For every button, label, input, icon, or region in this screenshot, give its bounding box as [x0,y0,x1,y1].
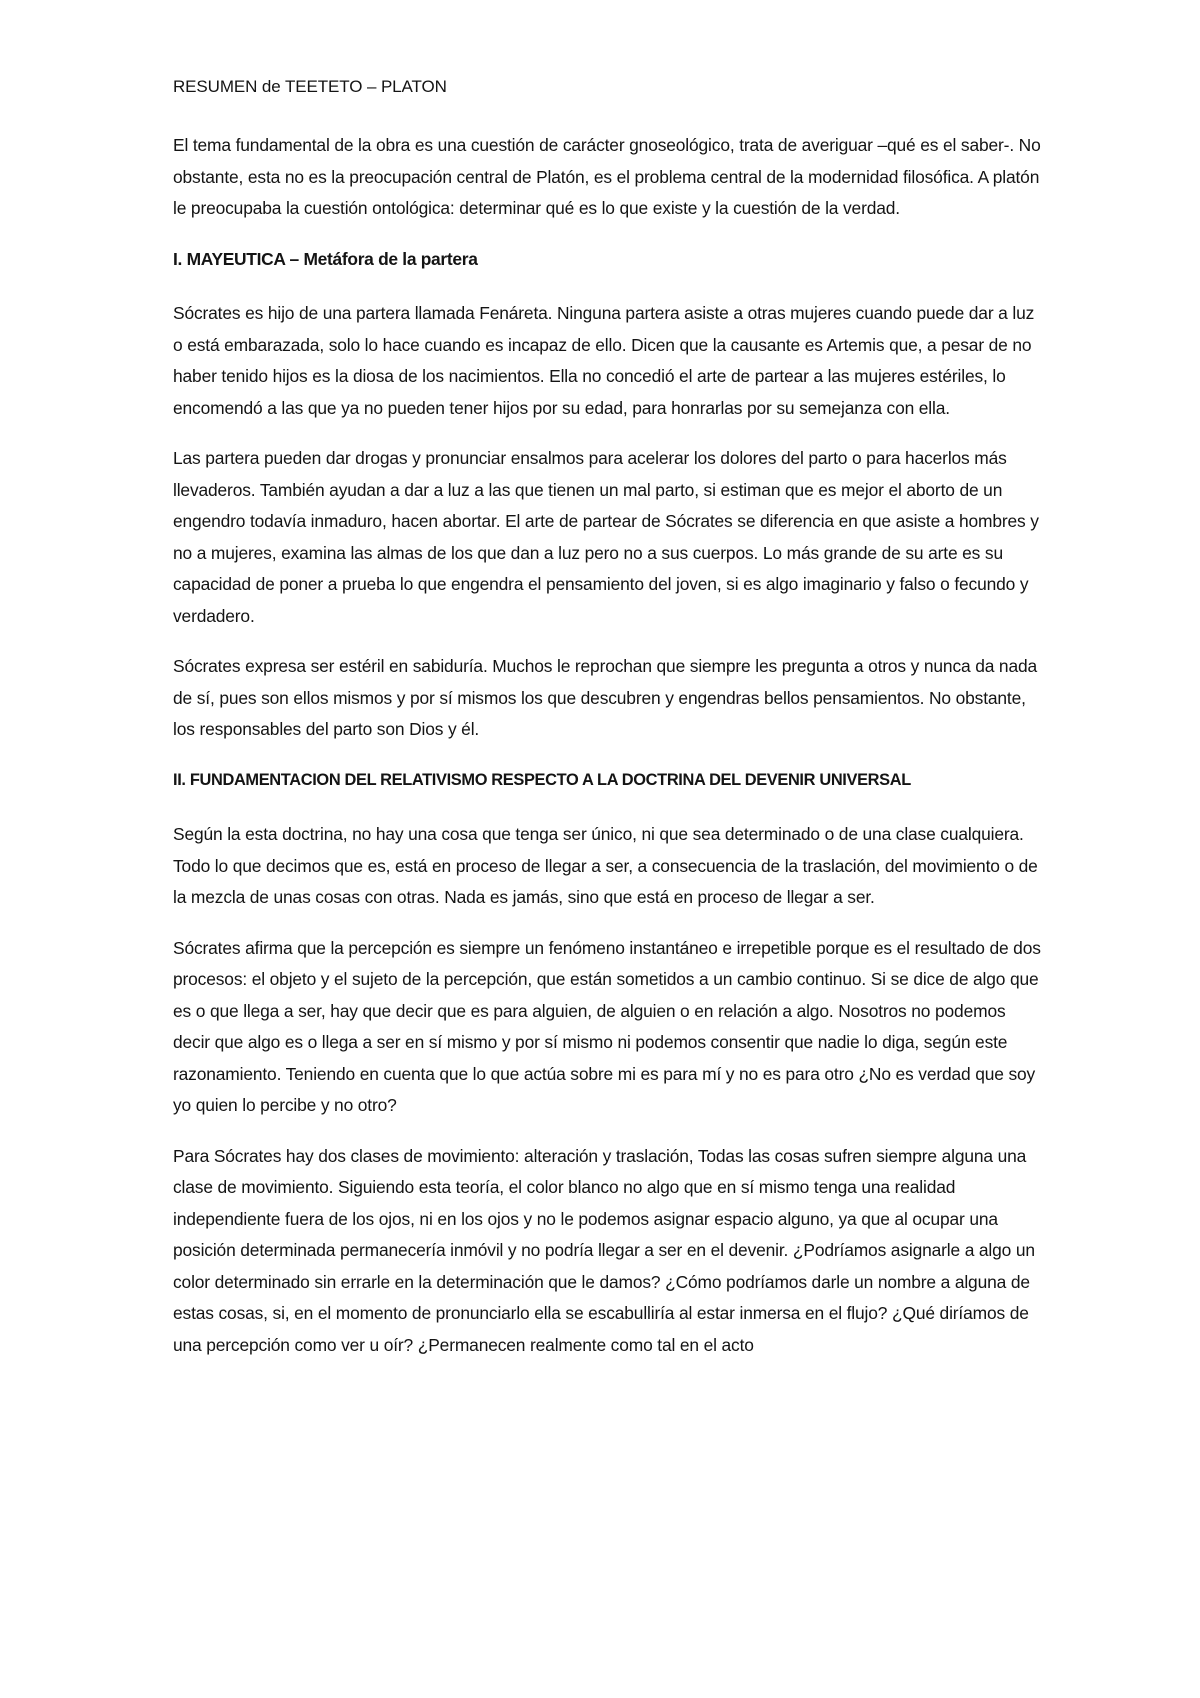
paragraph: Las partera pueden dar drogas y pronunciar ensalmos para acelerar los dolores del parto o para hacerlos más llevaderos. También ayudan a dar a luz a las que tienen un mal parto, si estiman que es mejor el aborto de un engendro todavía inmaduro, hacen abortar. El arte de partear de Sócrates se diferencia en que asiste a hombres y no a mujeres, examina las almas de los que dan a luz pero no a sus cuerpos. Lo más grande de su arte es su capacidad de poner a prueba lo que engendra el pensamiento del joven, si es algo imaginario y falso o fecundo y verdadero. [173,448,1039,626]
intro-paragraph: El tema fundamental de la obra es una cuestión de carácter gnoseológico, trata de averiguar –qué es el saber-. No obstante, esta no es la preocupación central de Platón, es el problema central de la modernidad filosófica. A platón le preocupaba la cuestión ontológica: determinar qué es lo que existe y la cuestión de la verdad. [173,135,1041,218]
paragraph: Sócrates es hijo de una partera llamada Fenáreta. Ninguna partera asiste a otras mujeres cuando puede dar a luz o está embarazada, solo lo hace cuando es incapaz de ello. Dicen que la causante es Artemis que, a pesar de no haber tenido hijos es la diosa de los nacimientos. Ella no concedió el arte de partear a las mujeres estériles, lo encomendó a las que ya no pueden tener hijos por su edad, para honrarlas por su semejanza con ella. [173,303,1035,418]
document-title: RESUMEN de TEETETO – PLATON [173,77,447,96]
paragraph: Sócrates expresa ser estéril en sabiduría. Muchos le reprochan que siempre les pregunta a otros y nunca da nada de sí, pues son ellos mismos y por sí mismos los que descubren y engendras bellos pensamientos. No obstante, los responsables del parto son Dios y él. [173,656,1038,739]
document-page [173,72,1043,1380]
section-heading-relativismo: II. FUNDAMENTACION DEL RELATIVISMO RESPECTO A LA DOCTRINA DEL DEVENIR UNIVERSAL [173,770,911,789]
paragraph: Para Sócrates hay dos clases de movimiento: alteración y traslación, Todas las cosas sufren siempre alguna una clase de movimiento. Siguiendo esta teoría, el color blanco no algo que en sí mismo tenga una realidad independiente fuera de los ojos, ni en los ojos y no le podemos asignar espacio alguno, ya que al ocupar una posición determinada permanecería inmóvil y no podría llegar a ser en el devenir. ¿Podríamos asignarle a algo un color determinado sin errarle en la determinación que le damos? ¿Cómo podríamos darle un nombre a alguna de estas cosas, si, en el momento de pronunciarlo ella se escabulliría al estar inmersa en el flujo? ¿Qué diríamos de una percepción como ver u oír? ¿Permanecen realmente como tal en el acto [173,1145,1035,1355]
paragraph: Según la esta doctrina, no hay una cosa que tenga ser único, ni que sea determinado o de una clase cualquiera. Todo lo que decimos que es, está en proceso de llegar a ser, a consecuencia de la traslación, del movimiento o de la mezcla de unas cosas con otras. Nada es jamás, sino que está en proceso de llegar a ser. [173,824,1038,907]
section-heading-mayeutica: I. MAYEUTICA – Metáfora de la partera [173,248,478,269]
paragraph: Sócrates afirma que la percepción es siempre un fenómeno instantáneo e irrepetible porque es el resultado de dos procesos: el objeto y el sujeto de la percepción, que están sometidos a un cambio continuo. Si se dice de algo que es o que llega a ser, hay que decir que es para alguien, de alguien o en relación a algo. Nosotros no podemos decir que algo es o llega a ser en sí mismo y por sí mismo ni podemos consentir que nadie lo diga, según este razonamiento. Teniendo en cuenta que lo que actúa sobre mi es para mí y no es para otro ¿No es verdad que soy yo quien lo percibe y no otro? [173,937,1041,1115]
